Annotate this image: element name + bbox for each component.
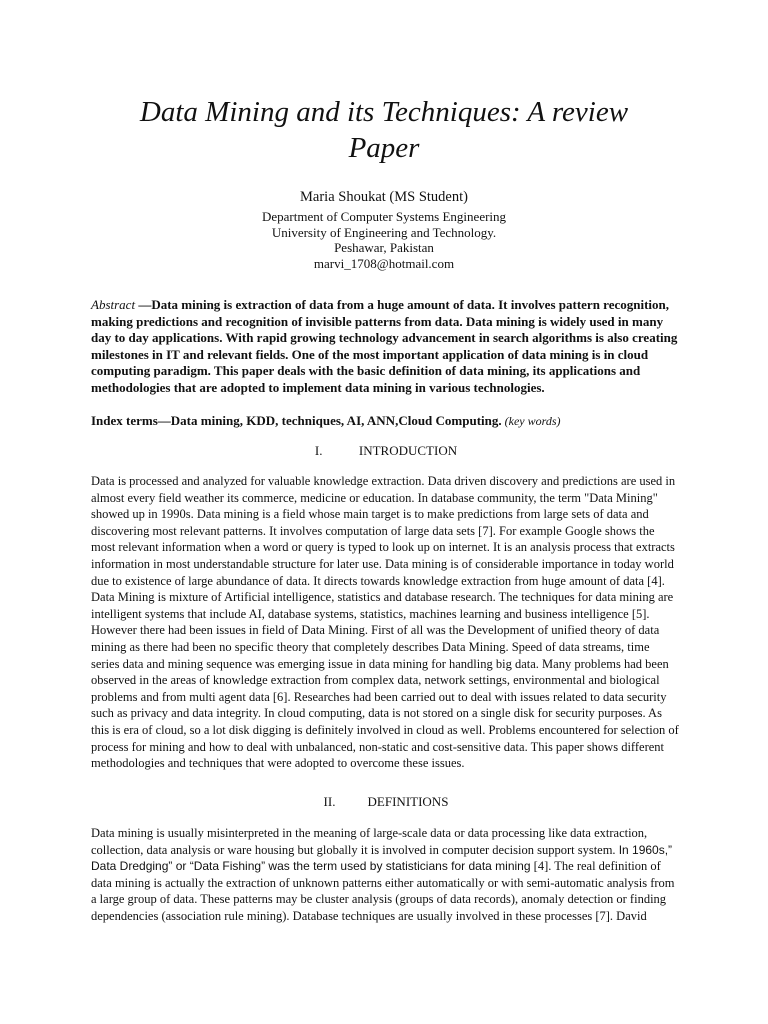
introduction-paragraph: Data is processed and analyzed for valuable knowledge extraction. Data driven discovery and predictions are used in almost every field weather its commerce, medicine or education. In database community, the term "Data Mining" showed up in 1990s. Data mining is a field whose main target is to make predictions from large sets of data and discovering most relevant patterns. It involves computation of large data sets [7]. For example Google shows the most relevant information when a word or query is typed to look up on internet. It is an analysis process that extracts information in most understandable structure for later use. Data mining is of considerable importance in today world due to existence of large abundance of data. It directs towards knowledge extraction from huge amount of data [4]. Data Mining is mixture of Artificial intelligence, statistics and database research. The techniques for data mining are intelligent systems that include AI, database systems, statistics, machines learning and business intelligence [5]. However there had been issues in field of Data Mining. First of all was the Development of unified theory of data mining as there had been no specific theory that completely describes Data Mining. Speed of data streams, time series data and mining sequence was emerging issue in data mining for handling big data. Many problems had been observed in the areas of knowledge extraction from complex data, network settings, environmental and biological problems and from multi agent data [6]. Researches had been carried out to deal with issues related to data security such as privacy and data integrity. In cloud computing, data is not stored on a single disk for security purposes. As this is era of cloud, so a lot disk digging is definitely involved in cloud as well. Problems encountered for selection of process for mining and how to deal with unbalanced, non-static and cost-sensitive data. This paper shows different methodologies and techniques that were adopted to overcome these issues. <box>91 474 679 771</box>
index-terms-text: Index terms—Data mining, KDD, techniques, AI, ANN,Cloud Computing. <box>91 413 502 428</box>
title-line-2: Paper <box>348 132 420 164</box>
affiliation-location: Peshawar, Pakistan <box>334 240 434 255</box>
title-line-1: Data Mining and its Techniques: A review <box>139 96 629 128</box>
index-terms-note: (key words) <box>501 414 561 428</box>
affiliation-department: Department of Computer Systems Engineering <box>261 209 507 224</box>
author-name: Maria Shoukat (MS Student) <box>300 189 468 205</box>
affiliation-university: University of Engineering and Technology. <box>271 224 497 240</box>
section-title: DEFINITIONS <box>367 794 449 809</box>
definitions-text-part-3: [4]. The real definition of data mining is actually the extraction of unknown patterns either automatically or with semi-automatic analysis from a large group of data. These patterns may be cluster analysis (groups of data records), anomaly detection or finding dependencies (association rule mining). Database techniques are usually involved in these processes [7]. David <box>91 859 675 923</box>
definitions-text-part-1: Data mining is usually misinterpreted in the meaning of large-scale data or data processing like data extraction, collection, data analysis or ware housing but globally it is involved in computer decision support system. <box>91 826 648 857</box>
index-terms <box>91 413 691 430</box>
author-email: marvi_1708@hotmail.com <box>313 255 455 271</box>
definitions-text-part-2: In 1960s,” Data Dredging” or “Data Fishing” was the term used by statisticians for data mining <box>91 842 673 874</box>
definitions-paragraph <box>91 825 681 925</box>
section-number: II. <box>323 794 336 809</box>
section-number: I. <box>314 443 323 458</box>
author-block <box>150 187 618 271</box>
paper-title <box>100 94 668 166</box>
section-heading-introduction <box>91 443 681 459</box>
abstract-label: Abstract <box>91 297 136 312</box>
abstract <box>91 297 681 396</box>
section-heading-definitions <box>91 794 681 810</box>
abstract-text: —Data mining is extraction of data from a huge amount of data. It involves pattern recognition, making predictions and recognition of invisible patterns from data. Data mining is widely used in many day to day applications. With rapid growing technology advancement in search algorithms is also creating milestones in IT and relevant fields. One of the most important application of data mining is in cloud computing paradigm. This paper deals with the basic definition of data mining, its applications and methodologies that are adopted to implement data mining in various technologies. <box>91 297 678 395</box>
section-title: INTRODUCTION <box>358 443 458 458</box>
